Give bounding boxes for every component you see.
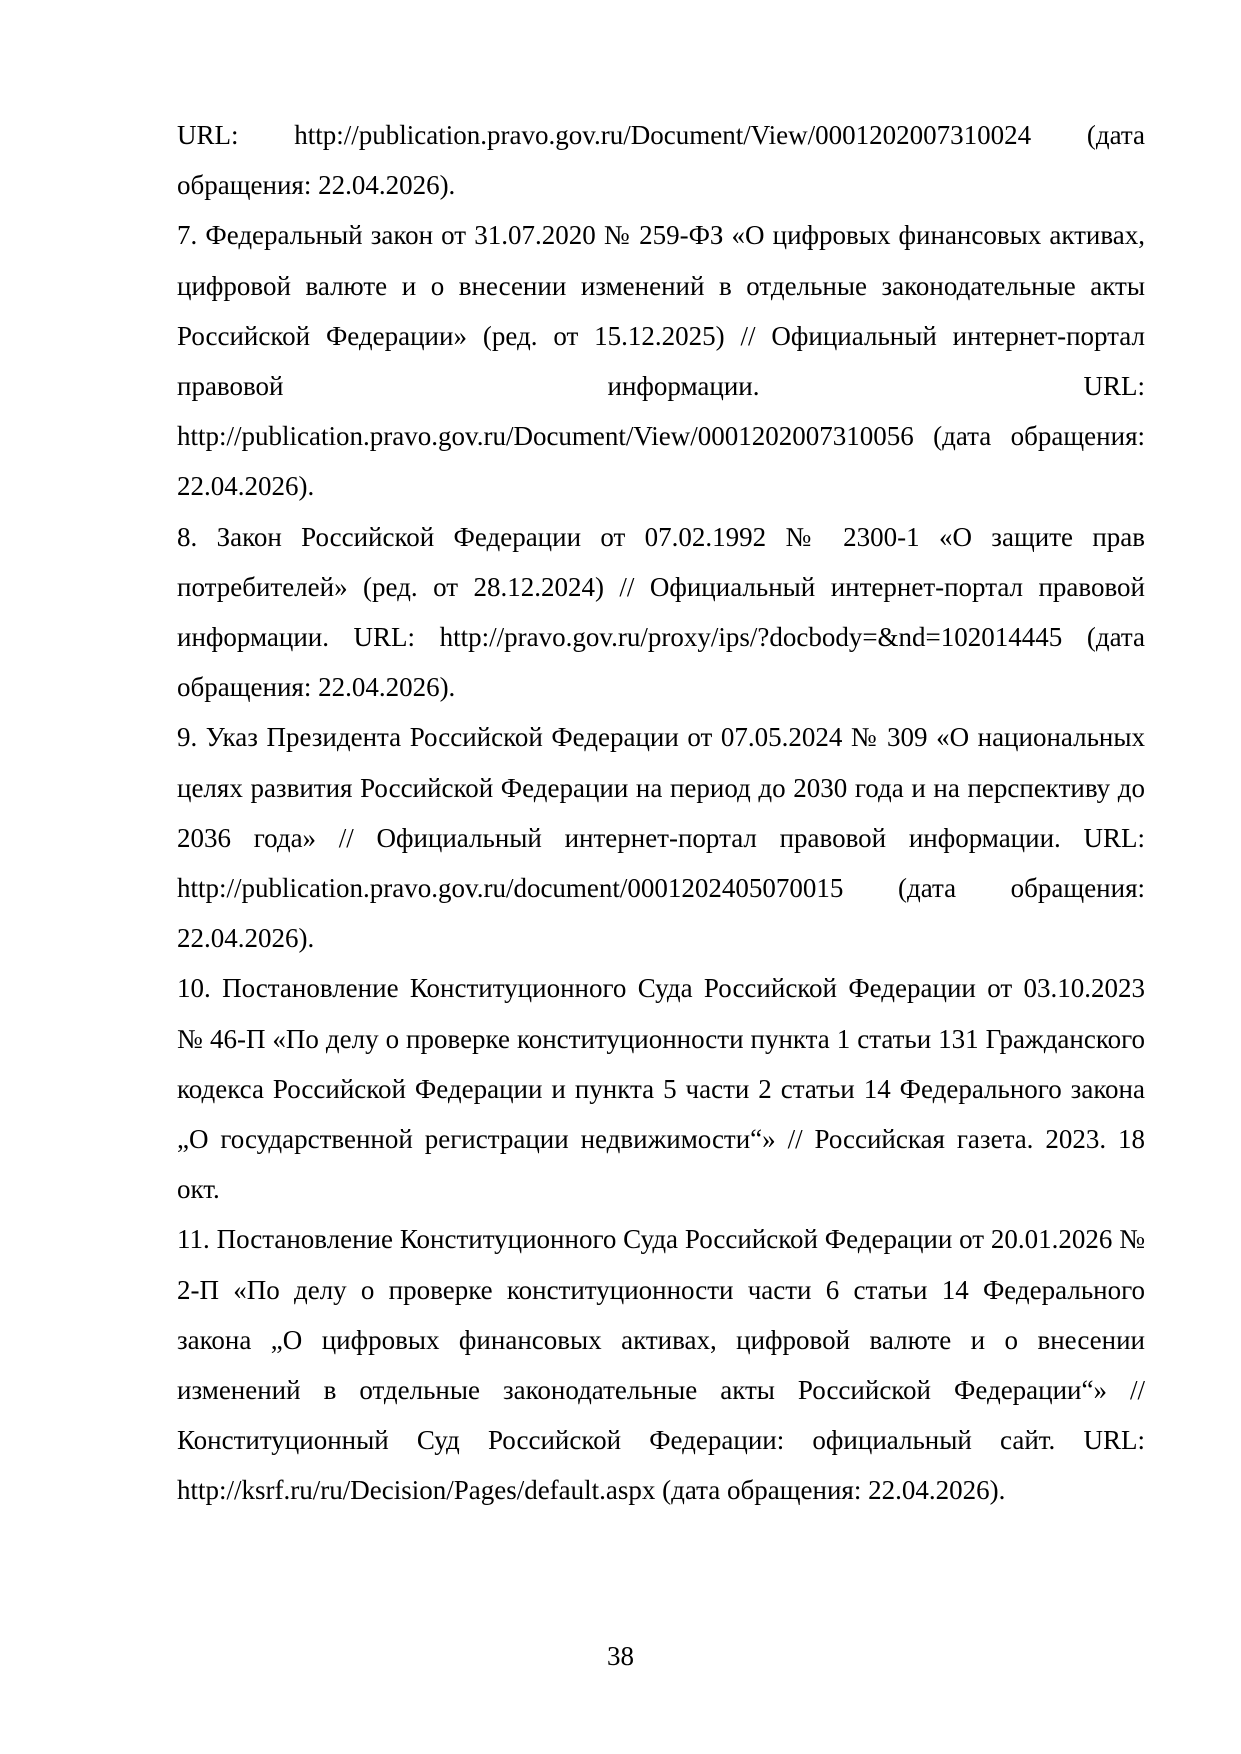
reference-item-9: 9. Указ Президента Российской Федерации от 07.05.2024 № 309 «О национальных целях развития Российской Федерации на период до 2030 года и на перспективу до 2036 года» // Официальный интернет-портал правовой информации. URL: http://publication.pravo.gov.ru/document/0001202405070015 (дата обращения: 22.04.2026).	[177, 722, 1145, 954]
reference-continuation: URL: http://publication.pravo.gov.ru/Document/View/0001202007310024 (дата обращения: 22.04.2026).	[177, 120, 1145, 201]
reference-item-11: 11. Постановление Конституционного Суда Российской Федерации от 20.01.2026 № 2-П «По делу о проверке конституционности части 6 статьи 14 Федерального закона „О цифровых финансовых активах, цифровой валюте и о внесении изменений в отдельные законодательные акты Российской Федерации“» // Конституционный Суд Российской Федерации: официальный сайт. URL: http://ksrf.ru/ru/Decision/Pages/default.aspx (дата обращения: 22.04.2026).	[177, 1224, 1145, 1506]
reference-item-8: 8. Закон Российской Федерации от 07.02.1992 № 2300-1 «О защите прав потребителей» (ред. от 28.12.2024) // Официальный интернет-портал правовой информации. URL: http://pravo.gov.ru/proxy/ips/?docbody=&nd=102014445 (дата обращения: 22.04.2026).	[177, 521, 1145, 703]
page-number: 38	[607, 1641, 634, 1671]
reference-item-7: 7. Федеральный закон от 31.07.2020 № 259-ФЗ «О цифровых финансовых активах, цифровой валюте и о внесении изменений в отдельные законодательные акты Российской Федерации» (ред. от 15.12.2025) // Официальный интернет-портал правовой информации. URL: http://publication.pravo.gov.ru/Document/View/0001202007310056 (дата обращения: 22.04.2026).	[177, 220, 1145, 502]
reference-list	[177, 110, 1145, 1516]
reference-item-10: 10. Постановление Конституционного Суда Российской Федерации от 03.10.2023 № 46-П «По делу о проверке конституционности пункта 1 статьи 131 Гражданского кодекса Российской Федерации и пункта 5 части 2 статьи 14 Федерального закона „О государственной регистрации недвижимости“» // Российская газета. 2023. 18 окт.	[177, 973, 1145, 1205]
